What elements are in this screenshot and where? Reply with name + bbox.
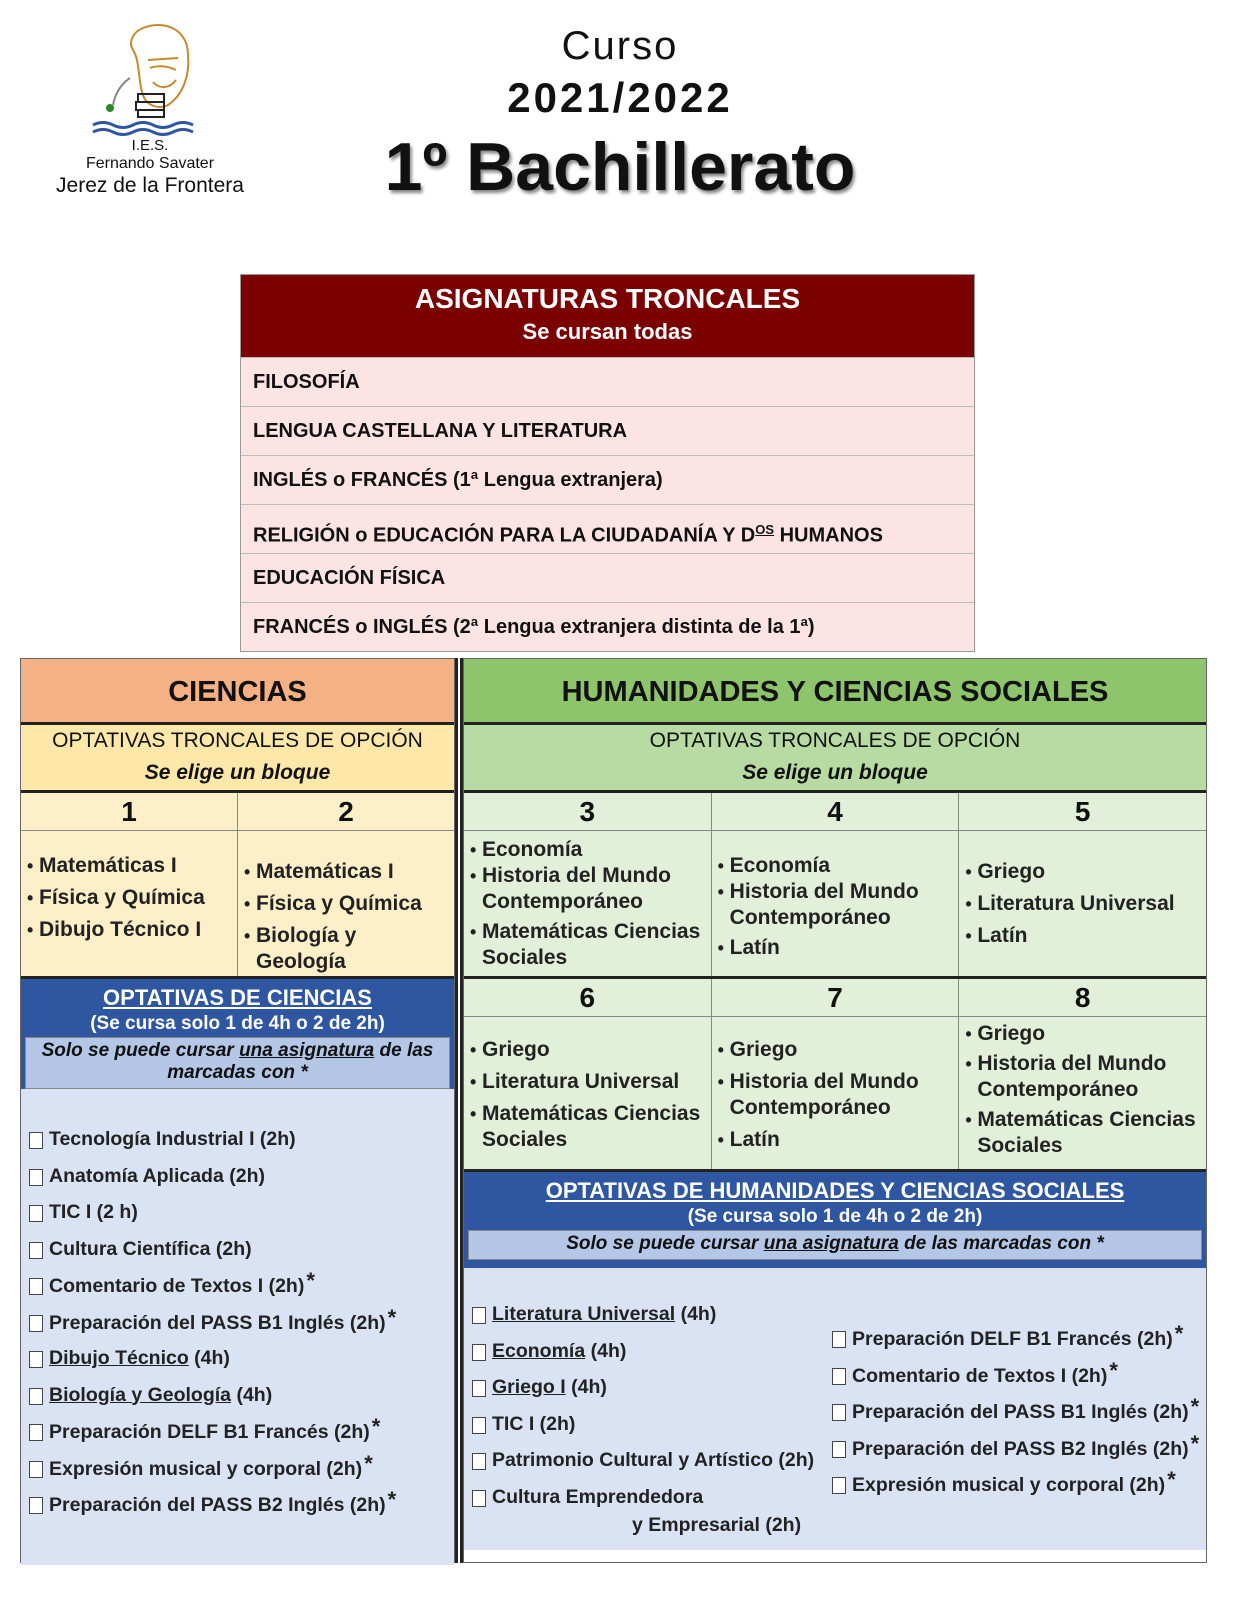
block-number: 7	[712, 979, 960, 1016]
block-2	[238, 831, 454, 976]
optativa-item[interactable]	[464, 1479, 824, 1539]
ciencias-optativas-header	[21, 979, 454, 1089]
checkbox-icon[interactable]	[29, 1461, 43, 1478]
humanidades-opt-sub: Se elige un bloque	[742, 761, 928, 784]
troncales-row: INGLÉS o FRANCÉS (1ª Lengua extranjera)	[241, 455, 974, 504]
block-item: • Griego	[718, 1037, 955, 1063]
star-mark: *	[1167, 1467, 1176, 1492]
star-mark: *	[1190, 1430, 1200, 1456]
block-7	[712, 1017, 960, 1169]
block-8	[959, 1017, 1206, 1169]
optativa-text: Preparación DELF B1 Francés (2h)	[852, 1328, 1173, 1350]
title-curso: Curso	[561, 24, 679, 68]
star-mark: *	[387, 1487, 397, 1512]
optativa-text: Preparación DELF B1 Francés (2h)	[49, 1421, 370, 1443]
optativa-text: Patrimonio Cultural y Artístico (2h)	[492, 1449, 815, 1471]
block-item: • Griego	[470, 1037, 707, 1063]
school-logo	[88, 20, 218, 150]
optativa-item[interactable]	[21, 1231, 454, 1268]
humanidades-optativas-title: OPTATIVAS DE HUMANIDADES Y CIENCIAS SOCIALES	[545, 1178, 1125, 1203]
school-name: Fernando Savater	[85, 155, 215, 172]
optativa-item[interactable]	[464, 1296, 824, 1333]
title-level: 1º Bachillerato	[384, 129, 856, 205]
column-divider	[455, 658, 463, 1563]
note-underline: una asignatura	[763, 1233, 899, 1254]
humanidades-optativas-header	[464, 1172, 1206, 1268]
optativa-item[interactable]	[21, 1413, 454, 1450]
block-number: 5	[1074, 796, 1091, 827]
note-star: *	[300, 1062, 308, 1083]
checkbox-icon[interactable]	[832, 1368, 846, 1385]
troncales-row-sup: OS	[755, 522, 775, 537]
star-mark: *	[371, 1414, 381, 1439]
troncales-row-text: RELIGIÓN o EDUCACIÓN PARA LA CIUDADANÍA Y D	[253, 524, 756, 547]
optativa-text: (4h)	[675, 1303, 717, 1325]
ciencias-block-numbers	[21, 793, 454, 831]
humanidades-optativas-note	[468, 1230, 1202, 1260]
optativa-item[interactable]	[21, 1121, 454, 1158]
block-item: • Física y Química	[27, 885, 233, 911]
note-text: de las marcadas con	[898, 1233, 1097, 1254]
block-item: • Economía	[718, 853, 955, 879]
troncales-title: ASIGNATURAS TRONCALES	[414, 283, 801, 314]
school-city: Jerez de la Frontera	[56, 174, 244, 197]
star-mark: *	[1174, 1321, 1184, 1346]
ciencias-optativas-list	[21, 1089, 454, 1565]
optativa-item[interactable]	[21, 1194, 454, 1231]
humanidades-optativas-sub: (Se cursa solo 1 de 4h o 2 de 2h)	[687, 1206, 983, 1227]
block-item: • Griego	[965, 1021, 1202, 1047]
optativa-text: Expresión musical y corporal (2h)	[49, 1457, 363, 1480]
optativa-item[interactable]	[21, 1377, 454, 1414]
checkbox-icon[interactable]	[29, 1169, 43, 1186]
humanidades-blocks-b	[464, 1017, 1206, 1172]
troncales-header	[241, 275, 974, 357]
optativa-name: Literatura Universal	[492, 1303, 676, 1325]
star-mark: *	[1190, 1394, 1200, 1419]
block-item: • Matemáticas Ciencias Sociales	[470, 919, 707, 971]
block-number: 6	[464, 979, 712, 1016]
troncales-table	[240, 274, 975, 652]
humanidades-blocks-a	[464, 831, 1206, 979]
optativa-text: Preparación del PASS B1 Inglés (2h)	[852, 1401, 1189, 1423]
block-1	[21, 831, 238, 976]
block-item: • Literatura Universal	[470, 1069, 707, 1095]
block-item: • Literatura Universal	[965, 891, 1202, 917]
block-item: • Matemáticas Ciencias Sociales	[470, 1101, 707, 1153]
note-text: de las marcadas con	[167, 1040, 434, 1083]
checkbox-icon[interactable]	[472, 1453, 486, 1470]
star-mark: *	[387, 1304, 397, 1330]
optativa-text: Comentario de Textos I (2h)	[49, 1275, 305, 1297]
block-number: 3	[464, 793, 712, 830]
ciencias-title: CIENCIAS	[21, 659, 454, 725]
block-5	[959, 831, 1206, 976]
optativa-item[interactable]	[824, 1357, 1206, 1394]
optativa-text: Preparación del PASS B2 Inglés (2h)	[49, 1494, 386, 1516]
humanidades-title: HUMANIDADES Y CIENCIAS SOCIALES	[464, 659, 1206, 725]
checkbox-icon[interactable]	[472, 1344, 486, 1361]
checkbox-icon[interactable]	[472, 1490, 486, 1507]
optativa-text: (4h)	[585, 1339, 627, 1362]
block-item: • Dibujo Técnico I	[27, 917, 233, 943]
block-6	[464, 1017, 712, 1169]
optativa-text: (4h)	[565, 1376, 607, 1398]
optativa-text: Preparación del PASS B2 Inglés (2h)	[852, 1437, 1189, 1460]
troncales-subtitle: Se cursan todas	[522, 319, 693, 344]
note-text: Solo se puede cursar	[566, 1233, 764, 1254]
checkbox-icon[interactable]	[832, 1404, 846, 1421]
optativa-text: Anatomía Aplicada (2h)	[49, 1164, 265, 1187]
block-item: • Historia del Mundo Contemporáneo	[718, 879, 955, 931]
optativa-text: TIC I (2h)	[492, 1412, 576, 1435]
optativa-text: Tecnología Industrial I (2h)	[49, 1128, 296, 1150]
troncales-row: EDUCACIÓN FÍSICA	[241, 553, 974, 602]
optativa-name: Economía	[492, 1339, 586, 1362]
optativa-text: Expresión musical y corporal (2h)	[852, 1474, 1166, 1496]
troncales-row	[241, 504, 974, 553]
title-year: 2021/2022	[507, 74, 733, 121]
ciencias-opt-sub: Se elige un bloque	[144, 761, 331, 784]
optativa-text: Preparación del PASS B1 Inglés (2h)	[49, 1311, 386, 1334]
optativa-item[interactable]	[464, 1333, 824, 1370]
checkbox-icon[interactable]	[832, 1477, 846, 1494]
optativa-text: (4h)	[231, 1383, 273, 1406]
block-item: • Matemáticas I	[244, 859, 450, 885]
troncales-row: LENGUA CASTELLANA Y LITERATURA	[241, 406, 974, 455]
block-item: • Historia del Mundo Contemporáneo	[470, 863, 707, 915]
ciencias-column	[20, 658, 455, 1563]
block-item: • Matemáticas Ciencias Sociales	[965, 1107, 1202, 1159]
optativa-item[interactable]	[21, 1340, 454, 1377]
troncales-row: FILOSOFÍA	[241, 357, 974, 406]
block-item: • Griego	[965, 859, 1202, 885]
block-number: 8	[1074, 982, 1091, 1013]
checkbox-icon[interactable]	[29, 1497, 43, 1514]
checkbox-icon[interactable]	[832, 1441, 846, 1458]
checkbox-icon[interactable]	[472, 1417, 486, 1434]
optativa-item[interactable]	[21, 1267, 454, 1304]
humanidades-list-right	[824, 1268, 1206, 1550]
checkbox-icon[interactable]	[832, 1331, 846, 1348]
note-star: *	[1096, 1233, 1104, 1254]
checkbox-icon[interactable]	[472, 1380, 486, 1397]
checkbox-icon[interactable]	[472, 1307, 486, 1324]
optativa-item[interactable]	[464, 1442, 824, 1479]
star-mark: *	[1109, 1357, 1118, 1383]
block-number: 2	[338, 796, 354, 827]
block-number: 4	[712, 793, 960, 830]
checkbox-icon[interactable]	[29, 1278, 43, 1295]
block-item: • Matemáticas I	[27, 853, 233, 879]
optativa-item[interactable]	[824, 1466, 1206, 1503]
optativa-item[interactable]	[824, 1430, 1206, 1467]
humanidades-column	[463, 658, 1207, 1563]
checkbox-icon[interactable]	[29, 1315, 43, 1332]
checkbox-icon[interactable]	[29, 1388, 43, 1405]
optativa-item[interactable]	[824, 1393, 1206, 1430]
optativa-item[interactable]	[21, 1486, 454, 1523]
block-item: • Historia del Mundo Contemporáneo	[718, 1069, 955, 1121]
block-item: • Biología y Geología	[244, 923, 450, 975]
note-text: Solo se puede cursar	[41, 1040, 240, 1061]
star-mark: *	[306, 1268, 315, 1293]
block-number: 1	[21, 793, 238, 830]
ciencias-optativas-sub: (Se cursa solo 1 de 4h o 2 de 2h)	[90, 1013, 385, 1034]
optativa-name: Dibujo Técnico	[49, 1347, 189, 1369]
note-underline: una asignatura	[239, 1040, 375, 1061]
optativa-name: Biología y Geología	[49, 1383, 232, 1406]
block-item: • Física y Química	[244, 891, 450, 917]
optativa-item[interactable]	[21, 1158, 454, 1195]
humanidades-block-numbers-b	[464, 979, 1206, 1017]
optativa-item[interactable]	[824, 1320, 1206, 1357]
optativa-name: Griego I	[492, 1376, 566, 1398]
block-item: • Latín	[965, 923, 1202, 949]
optativa-item[interactable]	[464, 1406, 824, 1443]
ciencias-opt-header	[21, 725, 454, 793]
optativa-text: Cultura Científica (2h)	[49, 1237, 252, 1260]
optativa-text: Cultura Emprendedora	[492, 1485, 704, 1508]
optativa-item[interactable]	[21, 1304, 454, 1341]
optativa-text: TIC I (2 h)	[49, 1201, 138, 1223]
star-mark: *	[364, 1450, 373, 1476]
block-4	[712, 831, 960, 976]
humanidades-opt-header	[464, 725, 1206, 793]
humanidades-opt-title: OPTATIVAS TRONCALES DE OPCIÓN	[649, 729, 1021, 752]
checkbox-icon[interactable]	[29, 1424, 43, 1441]
humanidades-block-numbers-a	[464, 793, 1206, 831]
optativa-item[interactable]	[464, 1369, 824, 1406]
block-item: • Historia del Mundo Contemporáneo	[965, 1051, 1202, 1103]
optativa-item[interactable]	[21, 1450, 454, 1487]
block-3	[464, 831, 712, 976]
optativa-text-cont: y Empresarial (2h)	[632, 1513, 802, 1536]
block-item: • Economía	[470, 837, 707, 863]
school-ies: I.E.S.	[131, 137, 169, 154]
humanidades-optativas-list	[464, 1268, 1206, 1550]
checkbox-icon[interactable]	[29, 1242, 43, 1259]
humanidades-list-left	[464, 1268, 824, 1550]
optativa-text: Comentario de Textos I (2h)	[852, 1364, 1108, 1387]
troncales-row-end: HUMANOS	[774, 524, 883, 547]
block-item: • Latín	[718, 1127, 955, 1153]
checkbox-icon[interactable]	[29, 1132, 43, 1149]
checkbox-icon[interactable]	[29, 1351, 43, 1368]
optativa-text: (4h)	[188, 1347, 230, 1369]
block-item: • Latín	[718, 935, 955, 961]
ciencias-optativas-note	[25, 1037, 450, 1089]
ciencias-blocks	[21, 831, 454, 979]
checkbox-icon[interactable]	[29, 1205, 43, 1222]
ciencias-opt-title: OPTATIVAS TRONCALES DE OPCIÓN	[52, 729, 423, 752]
troncales-row: FRANCÉS o INGLÉS (2ª Lengua extranjera distinta de la 1ª)	[241, 602, 974, 651]
ciencias-optativas-title: OPTATIVAS DE CIENCIAS	[103, 985, 372, 1010]
